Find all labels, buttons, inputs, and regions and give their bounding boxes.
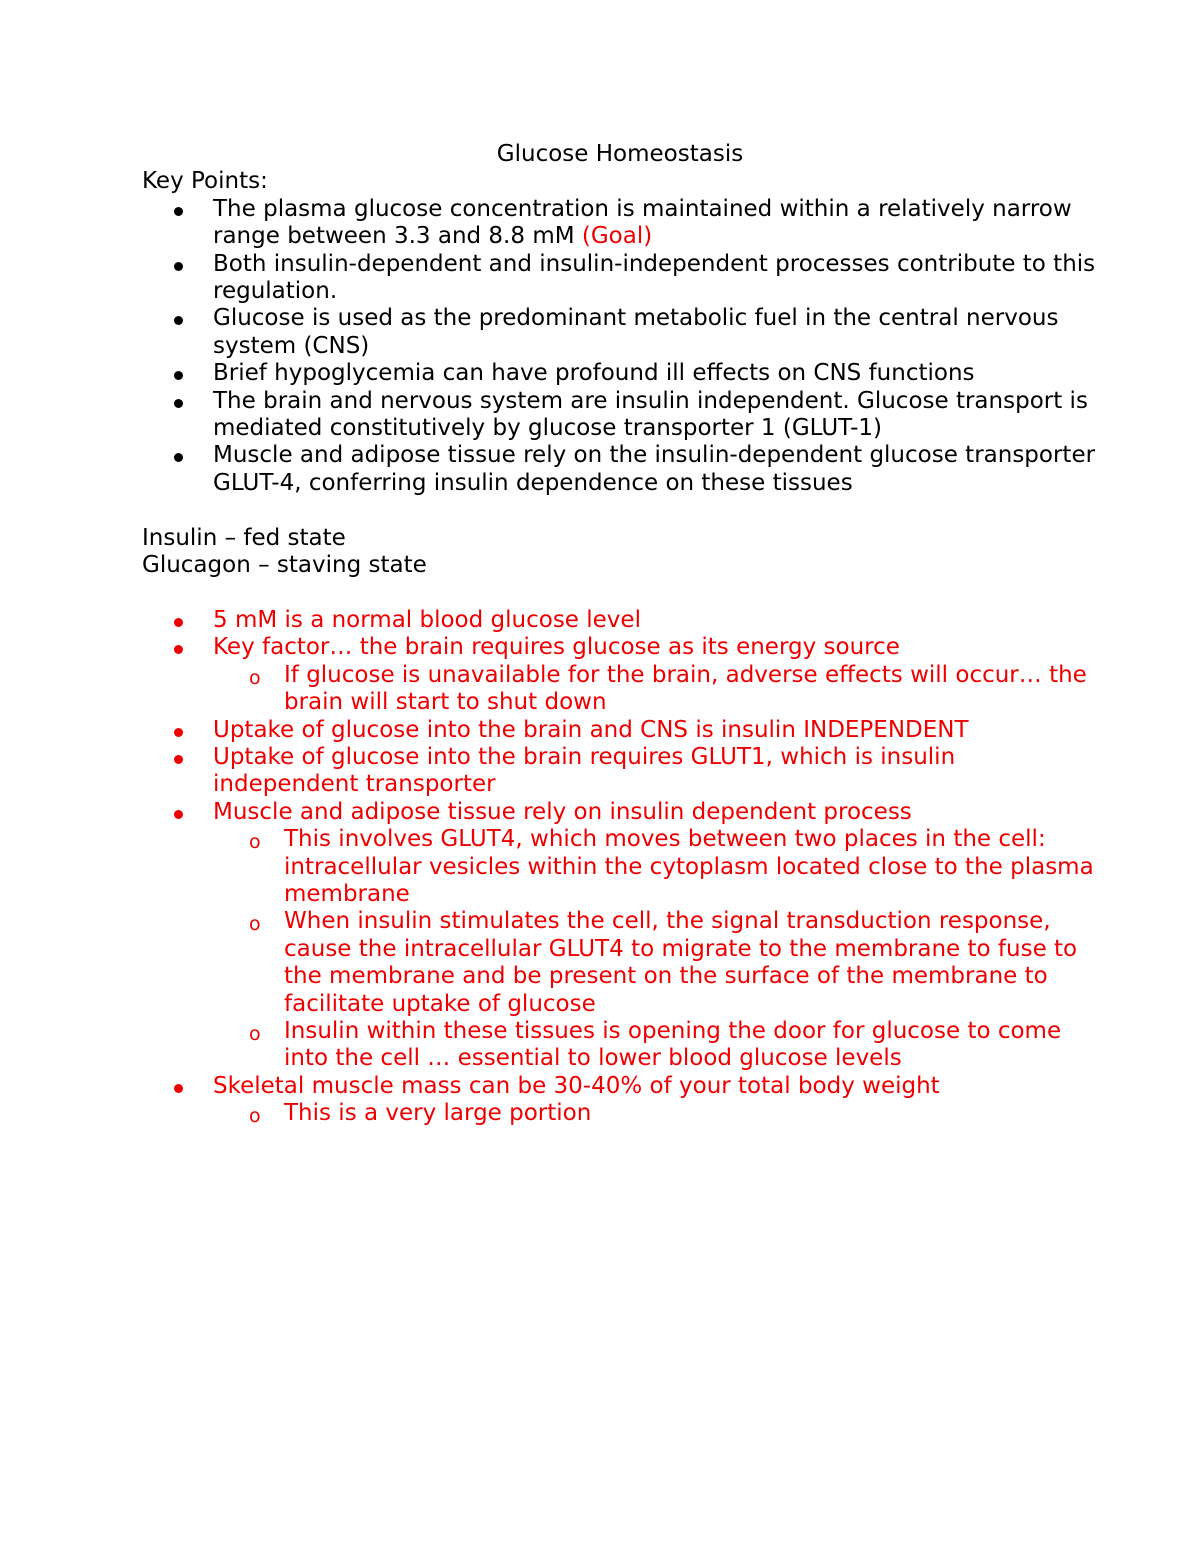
key-point-text: Glucose is used as the predominant metabolic fuel in the central nervous system (CNS) bbox=[213, 305, 1059, 359]
sub-note-item bbox=[213, 1018, 1100, 1073]
bullet-icon bbox=[174, 645, 183, 654]
document-title: Glucose Homeostasis bbox=[496, 141, 744, 167]
circle-bullet-icon: o bbox=[249, 913, 261, 936]
key-point-note: (Goal) bbox=[581, 223, 653, 250]
bullet-icon bbox=[174, 618, 183, 627]
key-point-item bbox=[142, 251, 1100, 306]
circle-bullet-icon: o bbox=[249, 1105, 261, 1128]
notes-list bbox=[142, 607, 1100, 1128]
bullet-icon bbox=[174, 1084, 183, 1093]
bullet-icon bbox=[174, 371, 183, 380]
bullet-icon bbox=[174, 810, 183, 819]
key-points-heading: Key Points: bbox=[142, 168, 268, 195]
key-point-text: Brief hypoglycemia can have profound ill effects on CNS functions bbox=[213, 360, 975, 387]
key-point-item bbox=[142, 442, 1100, 497]
circle-bullet-icon: o bbox=[249, 666, 261, 689]
sub-note-item bbox=[213, 1100, 1100, 1127]
sub-note-text: This is a very large portion bbox=[284, 1100, 592, 1127]
key-point-item bbox=[142, 388, 1100, 443]
bullet-icon bbox=[174, 728, 183, 737]
note-item bbox=[142, 799, 1100, 1073]
sub-note-item bbox=[213, 662, 1100, 717]
bullet-icon bbox=[174, 755, 183, 764]
note-text: Skeletal muscle mass can be 30-40% of your total body weight bbox=[213, 1072, 940, 1099]
key-point-text: The plasma glucose concentration is maintained within a relatively narrow range between 3.3 and 8.8 mM bbox=[213, 195, 1072, 250]
note-item bbox=[142, 607, 1100, 634]
note-item bbox=[142, 744, 1100, 799]
sub-note-text: When insulin stimulates the cell, the signal transduction response, cause the intracellular GLUT4 to migrate to the membrane to fuse to the membrane and be present on the surface of the membrane to facilitate uptake of glucose bbox=[284, 908, 1078, 1017]
blank-line bbox=[142, 579, 1100, 606]
note-text: Uptake of glucose into the brain requires GLUT1, which is insulin independent transporter bbox=[213, 743, 956, 798]
sub-note-item bbox=[213, 908, 1100, 1018]
sub-notes-list bbox=[213, 826, 1100, 1073]
sub-note-text: Insulin within these tissues is opening the door for glucose to come into the cell … essential to lower blood glucose levels bbox=[284, 1017, 1062, 1072]
note-text: 5 mM is a normal blood glucose level bbox=[213, 606, 641, 633]
note-item bbox=[142, 1073, 1100, 1128]
key-point-text: Muscle and adipose tissue rely on the insulin-dependent glucose transporter GLUT-4, conferring insulin dependence on these tissues bbox=[213, 442, 1096, 496]
note-item bbox=[142, 717, 1100, 744]
sub-notes-list bbox=[213, 662, 1100, 717]
bullet-icon bbox=[174, 399, 183, 408]
key-point-text: The brain and nervous system are insulin independent. Glucose transport is mediated constitutively by glucose transporter 1 (GLUT-1) bbox=[213, 387, 1088, 442]
key-points-list bbox=[142, 196, 1100, 497]
note-text: Key factor… the brain requires glucose as its energy source bbox=[213, 634, 900, 661]
bullet-icon bbox=[174, 316, 183, 325]
key-point-item bbox=[142, 360, 1100, 387]
blank-line bbox=[142, 497, 1100, 524]
circle-bullet-icon: o bbox=[249, 1022, 261, 1045]
note-item bbox=[142, 634, 1100, 716]
circle-bullet-icon: o bbox=[249, 831, 261, 854]
bullet-icon bbox=[174, 262, 183, 271]
note-text: Muscle and adipose tissue rely on insulin dependent process bbox=[213, 798, 912, 825]
hormone-insulin: Insulin – fed state bbox=[142, 524, 346, 551]
bullet-icon bbox=[174, 207, 183, 216]
note-text: Uptake of glucose into the brain and CNS is insulin INDEPENDENT bbox=[213, 716, 969, 743]
key-point-item bbox=[142, 305, 1100, 360]
key-point-text: Both insulin-dependent and insulin-independent processes contribute to this regulation. bbox=[213, 250, 1096, 305]
sub-note-item bbox=[213, 826, 1100, 908]
sub-note-text: This involves GLUT4, which moves between two places in the cell: intracellular vesicles within the cytoplasm located close to the plasma membrane bbox=[284, 826, 1094, 907]
hormone-glucagon: Glucagon – staving state bbox=[142, 552, 427, 579]
bullet-icon bbox=[174, 453, 183, 462]
sub-note-text: If glucose is unavailable for the brain, adverse effects will occur… the brain will start to shut down bbox=[284, 661, 1087, 716]
sub-notes-list bbox=[213, 1100, 1100, 1127]
key-point-item bbox=[142, 196, 1100, 251]
